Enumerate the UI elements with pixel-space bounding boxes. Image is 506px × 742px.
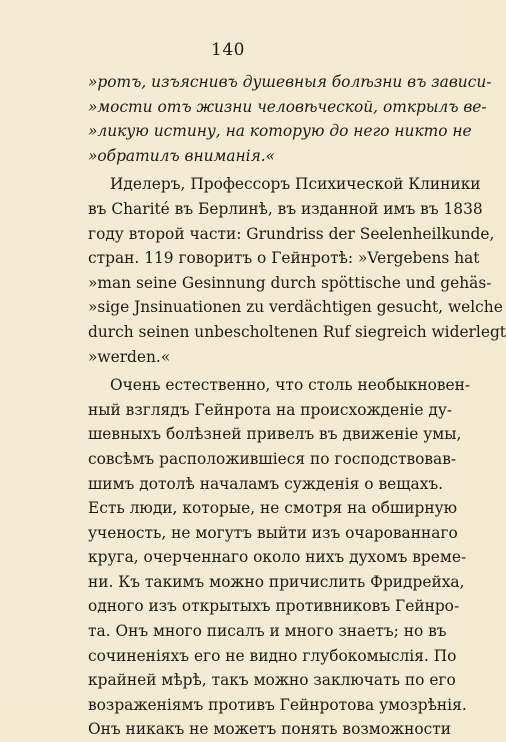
text-line: Онъ никакъ не можетъ понять возможности — [88, 720, 452, 739]
text-line: »werden.« — [88, 347, 171, 366]
text-line: ученость, не могутъ выйти изъ очарованнаго — [88, 523, 458, 542]
text-line: »ликую истину, на которую до него никто не — [88, 122, 472, 141]
text-line: »ротъ, изъяснивъ душевныя болѣзни въ зависи- — [88, 73, 492, 91]
text-line: сочиненіяхъ его не видно глубокомыслія. По — [88, 646, 457, 665]
body-text — [88, 70, 506, 742]
text-line: »мости отъ жизни человѣческой, открылъ ве- — [88, 97, 487, 116]
text-line: совсѣмъ расположившіеся по господствовав- — [88, 449, 457, 468]
text-line: Очень естественно, что столь необыкновен- — [110, 376, 471, 395]
text-line: шевныхъ болѣзней привелъ въ движеніе умы, — [88, 425, 462, 444]
text-line: »обратилъ вниманія.« — [88, 146, 276, 165]
text-line: возраженіямъ противъ Гейнротова умозрѣнія. — [88, 695, 467, 714]
text-line: стран. 119 говоритъ о Гейнротѣ: »Vergebens hat — [88, 249, 480, 268]
page-number: 140 — [211, 40, 245, 60]
text-line: шимъ дотолѣ началамъ сужденія о вещахъ. — [88, 474, 444, 493]
text-line: году второй части: Grundriss der Seelenheilkunde, — [88, 224, 495, 243]
text-line: »man seine Gesinnung durch spöttische und gehäs- — [88, 273, 492, 292]
text-line: Иделеръ, Профессоръ Психической Клиники — [110, 175, 481, 194]
text-line: ный взглядъ Гейнрота на происхожденіе ду- — [88, 400, 453, 419]
text-line: durch seinen unbescholtenen Ruf siegreich widerlegt — [88, 322, 506, 341]
text-line: круга, очерченнаго около нихъ духомъ време- — [88, 548, 467, 567]
text-line: та. Онъ много писалъ и много знаетъ; но въ — [88, 622, 447, 641]
text-line: въ Charité въ Берлинѣ, въ изданной имъ въ 1838 — [88, 199, 483, 218]
text-line: Есть люди, которые, не смотря на обширную — [88, 499, 458, 518]
text-line: »sige Jnsinuationen zu verdächtigen gesucht, welche — [88, 298, 503, 317]
text-line: ни. Къ такимъ можно причислить Фридрейха, — [88, 572, 465, 591]
text-line: крайней мѣрѣ, такъ можно заключать по его — [88, 671, 456, 690]
text-line: одного изъ открытыхъ противниковъ Гейнро- — [88, 597, 460, 616]
